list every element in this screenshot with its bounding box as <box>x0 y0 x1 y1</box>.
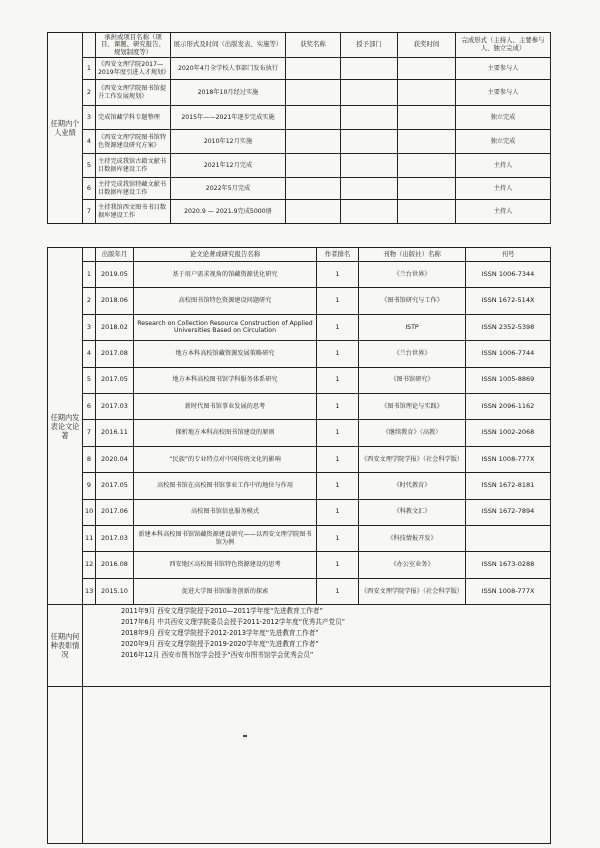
project-award <box>286 130 341 154</box>
paper-date: 2017.03 <box>96 393 134 419</box>
paper-journal: 《科技情报开发》 <box>359 525 466 551</box>
paper-no: 12 <box>83 552 96 578</box>
project-time: 2022年5月完成 <box>171 178 286 200</box>
papers-row <box>48 578 551 604</box>
paper-rank: 1 <box>317 262 359 288</box>
project-no: 6 <box>83 178 96 200</box>
project-no: 4 <box>83 130 96 154</box>
projects-row <box>48 130 551 154</box>
papers-row <box>48 393 551 419</box>
project-name: 《西安文理学院图书馆特色资源建设研究方案》 <box>96 130 171 154</box>
paper-date: 2017.05 <box>96 473 134 499</box>
papers-row <box>48 552 551 578</box>
paper-date: 2016.11 <box>96 420 134 446</box>
papers-row <box>48 288 551 314</box>
paper-date: 2017.03 <box>96 525 134 551</box>
paper-journal: 《兰台世界》 <box>359 341 466 367</box>
project-award <box>286 154 341 178</box>
papers-header-rank: 作者排名 <box>317 248 359 262</box>
paper-title: 促进大学图书馆服务创新的探索 <box>134 578 317 604</box>
honor-line: 2017年6月 中共西安文理学院委员会授予2011-2012学年度“优秀共产党员” <box>121 618 346 626</box>
projects-header-col-3: 授予部门 <box>341 33 398 58</box>
paper-date: 2017.05 <box>96 367 134 393</box>
paper-no: 5 <box>83 367 96 393</box>
paper-issn: ISSN 1002-2068 <box>466 420 551 446</box>
paper-rank: 1 <box>317 367 359 393</box>
paper-rank: 1 <box>317 288 359 314</box>
paper-journal: 《图书馆理论与实践》 <box>359 393 466 419</box>
paper-journal: 《西安文理学院学报》（社会科学版） <box>359 446 466 472</box>
paper-date: 2015.10 <box>96 578 134 604</box>
project-role: 主持人 <box>456 154 551 178</box>
paper-rank: 1 <box>317 552 359 578</box>
paper-title: 地方本科高校馆藏资源发展策略研究 <box>134 341 317 367</box>
paper-date: 2017.08 <box>96 341 134 367</box>
paper-issn: ISSN 1006-7344 <box>466 262 551 288</box>
project-no: 1 <box>83 58 96 80</box>
project-award-time <box>398 154 456 178</box>
paper-issn: ISSN 2096-1162 <box>466 393 551 419</box>
papers-header-date: 出版年月 <box>96 248 134 262</box>
paper-no: 4 <box>83 341 96 367</box>
paper-journal: 《兰台世界》 <box>359 262 466 288</box>
paper-issn: ISSN 1672-7894 <box>466 499 551 525</box>
paper-title: 地方本科高校图书馆学科服务体系研究 <box>134 367 317 393</box>
paper-title: 高校图书馆特色资源建设问题研究 <box>134 288 317 314</box>
project-award <box>286 178 341 200</box>
paper-journal: 《办公室业务》 <box>359 552 466 578</box>
honors-table <box>47 604 551 844</box>
project-dept <box>341 58 398 80</box>
paper-title: “民族”的专业特点对中国传统文化的影响 <box>134 446 317 472</box>
paper-journal: 《西安文理学院学报》（社会科学版） <box>359 578 466 604</box>
paper-journal: 《时代教育》 <box>359 473 466 499</box>
paper-no: 3 <box>83 314 96 340</box>
papers-row <box>48 314 551 340</box>
papers-row <box>48 262 551 288</box>
paper-journal: 《图书馆研究》 <box>359 367 466 393</box>
project-no: 5 <box>83 154 96 178</box>
project-dept <box>341 130 398 154</box>
project-role: 独立完成 <box>456 106 551 130</box>
paper-rank: 1 <box>317 578 359 604</box>
paper-rank: 1 <box>317 420 359 446</box>
project-no: 7 <box>83 200 96 224</box>
papers-row <box>48 446 551 472</box>
paper-journal: 《继续教育》（高教） <box>359 420 466 446</box>
paper-journal: 《图书馆研究与工作》 <box>359 288 466 314</box>
project-award-time <box>398 58 456 80</box>
project-award-time <box>398 200 456 224</box>
papers-row <box>48 341 551 367</box>
paper-rank: 1 <box>317 341 359 367</box>
project-time: 2020.9 — 2021.9完成5000册 <box>171 200 286 224</box>
paper-no: 2 <box>83 288 96 314</box>
papers-header-title: 论文论著或研究报告名称 <box>134 248 317 262</box>
project-time: 2015年——2021年逐步完成实施 <box>171 106 286 130</box>
paper-date: 2020.04 <box>96 446 134 472</box>
paper-no: 1 <box>83 262 96 288</box>
paper-no: 13 <box>83 578 96 604</box>
paper-rank: 1 <box>317 499 359 525</box>
paper-issn: ISSN 1672-8181 <box>466 473 551 499</box>
projects-row <box>48 154 551 178</box>
projects-row <box>48 80 551 106</box>
paper-issn: ISSN 2352-5398 <box>466 314 551 340</box>
project-award-time <box>398 80 456 106</box>
project-award <box>286 200 341 224</box>
project-no: 2 <box>83 80 96 106</box>
paper-title: 高校图书馆信息服务模式 <box>134 499 317 525</box>
project-role: 独立完成 <box>456 130 551 154</box>
paper-title: Research on Collection Resource Construction of Applied Universities Based on Circulation <box>134 314 317 340</box>
projects-header-col-1: 展示形式及时间（出版发表、实施等） <box>171 33 286 58</box>
honors-empty-label <box>48 687 83 844</box>
project-dept <box>341 80 398 106</box>
papers-row <box>48 420 551 446</box>
projects-header-name: 承担或项目名称（项目、课题、研究报告、规划制度等） <box>96 33 171 58</box>
paper-no: 9 <box>83 473 96 499</box>
paper-issn: ISSN 1006-7744 <box>466 341 551 367</box>
paper-date: 2018.06 <box>96 288 134 314</box>
papers-row <box>48 473 551 499</box>
project-award-time <box>398 130 456 154</box>
papers-table <box>47 247 551 605</box>
honor-line: 2020年9月 西安文理学院授予2019-2020学年度“先进教育工作者” <box>121 640 319 648</box>
projects-header-col-4: 获奖时间 <box>398 33 456 58</box>
paper-rank: 1 <box>317 393 359 419</box>
paper-rank: 1 <box>317 525 359 551</box>
project-award <box>286 58 341 80</box>
project-time: 2021年12月完成 <box>171 154 286 178</box>
projects-row <box>48 106 551 130</box>
paper-title: 新时代图书馆事业发展的思考 <box>134 393 317 419</box>
project-name: 完成馆藏学科专题整理 <box>96 106 171 130</box>
honor-line: 2018年9月 西安文理学院授予2012-2013学年度“先进教育工作者” <box>121 629 319 637</box>
project-name: 主持完成我馆古籍文献书目数据库建设工作 <box>96 154 171 178</box>
project-time: 2020年4月全学校人事部门发布执行 <box>171 58 286 80</box>
project-role: 主持人 <box>456 178 551 200</box>
project-no: 3 <box>83 106 96 130</box>
projects-row <box>48 178 551 200</box>
paper-issn: ISSN 1673-0288 <box>466 552 551 578</box>
paper-journal: 《科教文汇》 <box>359 499 466 525</box>
project-role: 主持人 <box>456 200 551 224</box>
papers-row <box>48 499 551 525</box>
project-name: 《西安文理学院2017—2019年度引进人才规划》 <box>96 58 171 80</box>
project-name: 主持完成我馆特藏文献书目数据库建设工作 <box>96 178 171 200</box>
scan-mark <box>243 735 247 737</box>
papers-header-no <box>83 248 96 262</box>
papers-row <box>48 525 551 551</box>
projects-section-label: 任期内个人业绩 <box>48 33 83 224</box>
project-name: 主持我馆西文图书书目数据库建设工作 <box>96 200 171 224</box>
project-role: 主要参与人 <box>456 58 551 80</box>
project-award-time <box>398 178 456 200</box>
paper-rank: 1 <box>317 446 359 472</box>
honors-empty-cell <box>83 687 551 844</box>
honor-line: 2016年12月 西安市图书馆学会授予“西安市图书馆学会优秀会员” <box>121 651 314 659</box>
honors-list-cell <box>83 605 551 687</box>
paper-issn <box>466 525 551 551</box>
papers-row <box>48 367 551 393</box>
paper-no: 10 <box>83 499 96 525</box>
paper-issn: ISSN 1008-777X <box>466 578 551 604</box>
paper-title: 西安地区高校图书馆特色资源建设的思考 <box>134 552 317 578</box>
projects-header-no <box>83 33 96 58</box>
projects-header-col-5: 完成形式（主持人、主要参与人、独立完成） <box>456 33 551 58</box>
project-time: 2018年10月经过实施 <box>171 80 286 106</box>
project-dept <box>341 106 398 130</box>
papers-section-label: 任期内发表论文论著 <box>48 248 83 605</box>
paper-no: 11 <box>83 525 96 551</box>
project-dept <box>341 154 398 178</box>
project-award-time <box>398 106 456 130</box>
projects-table <box>47 32 551 224</box>
projects-header-row <box>48 33 551 58</box>
paper-issn: ISSN 1005-8869 <box>466 367 551 393</box>
paper-rank: 1 <box>317 314 359 340</box>
project-time: 2010年12月实施 <box>171 130 286 154</box>
project-dept <box>341 200 398 224</box>
paper-title: 高校图书馆在高校图书馆事业工作中的地位与作用 <box>134 473 317 499</box>
paper-date: 2018.02 <box>96 314 134 340</box>
paper-no: 6 <box>83 393 96 419</box>
paper-date: 2016.08 <box>96 552 134 578</box>
paper-date: 2017.06 <box>96 499 134 525</box>
paper-rank: 1 <box>317 473 359 499</box>
honors-section-label: 任期内何种表彰情况 <box>48 605 83 687</box>
paper-title: 新建本科高校图书馆馆藏资源建设研究——以西安文理学院图书馆为例 <box>134 525 317 551</box>
paper-issn: ISSN 1672-514X <box>466 288 551 314</box>
project-dept <box>341 178 398 200</box>
paper-no: 7 <box>83 420 96 446</box>
project-award <box>286 80 341 106</box>
project-role: 主要参与人 <box>456 80 551 106</box>
paper-issn: ISSN 1008-777X <box>466 446 551 472</box>
papers-header-journal: 刊物（出版社）名称 <box>359 248 466 262</box>
paper-title: 基于用户需求视角的馆藏资源优化研究 <box>134 262 317 288</box>
project-award <box>286 106 341 130</box>
projects-header-col-2: 获奖名称 <box>286 33 341 58</box>
papers-header-issn: 刊号 <box>466 248 551 262</box>
paper-no: 8 <box>83 446 96 472</box>
projects-row <box>48 58 551 80</box>
paper-date: 2019.05 <box>96 262 134 288</box>
honor-line: 2011年9月 西安文理学院授予2010—2011学年度“先进教育工作者” <box>121 607 323 615</box>
projects-row <box>48 200 551 224</box>
paper-title: 探析地方本科高校图书馆建设的原则 <box>134 420 317 446</box>
project-name: 《西安文理学院图书馆提升工作发展规划》 <box>96 80 171 106</box>
paper-journal: ISTP <box>359 314 466 340</box>
papers-header-row <box>48 248 551 262</box>
